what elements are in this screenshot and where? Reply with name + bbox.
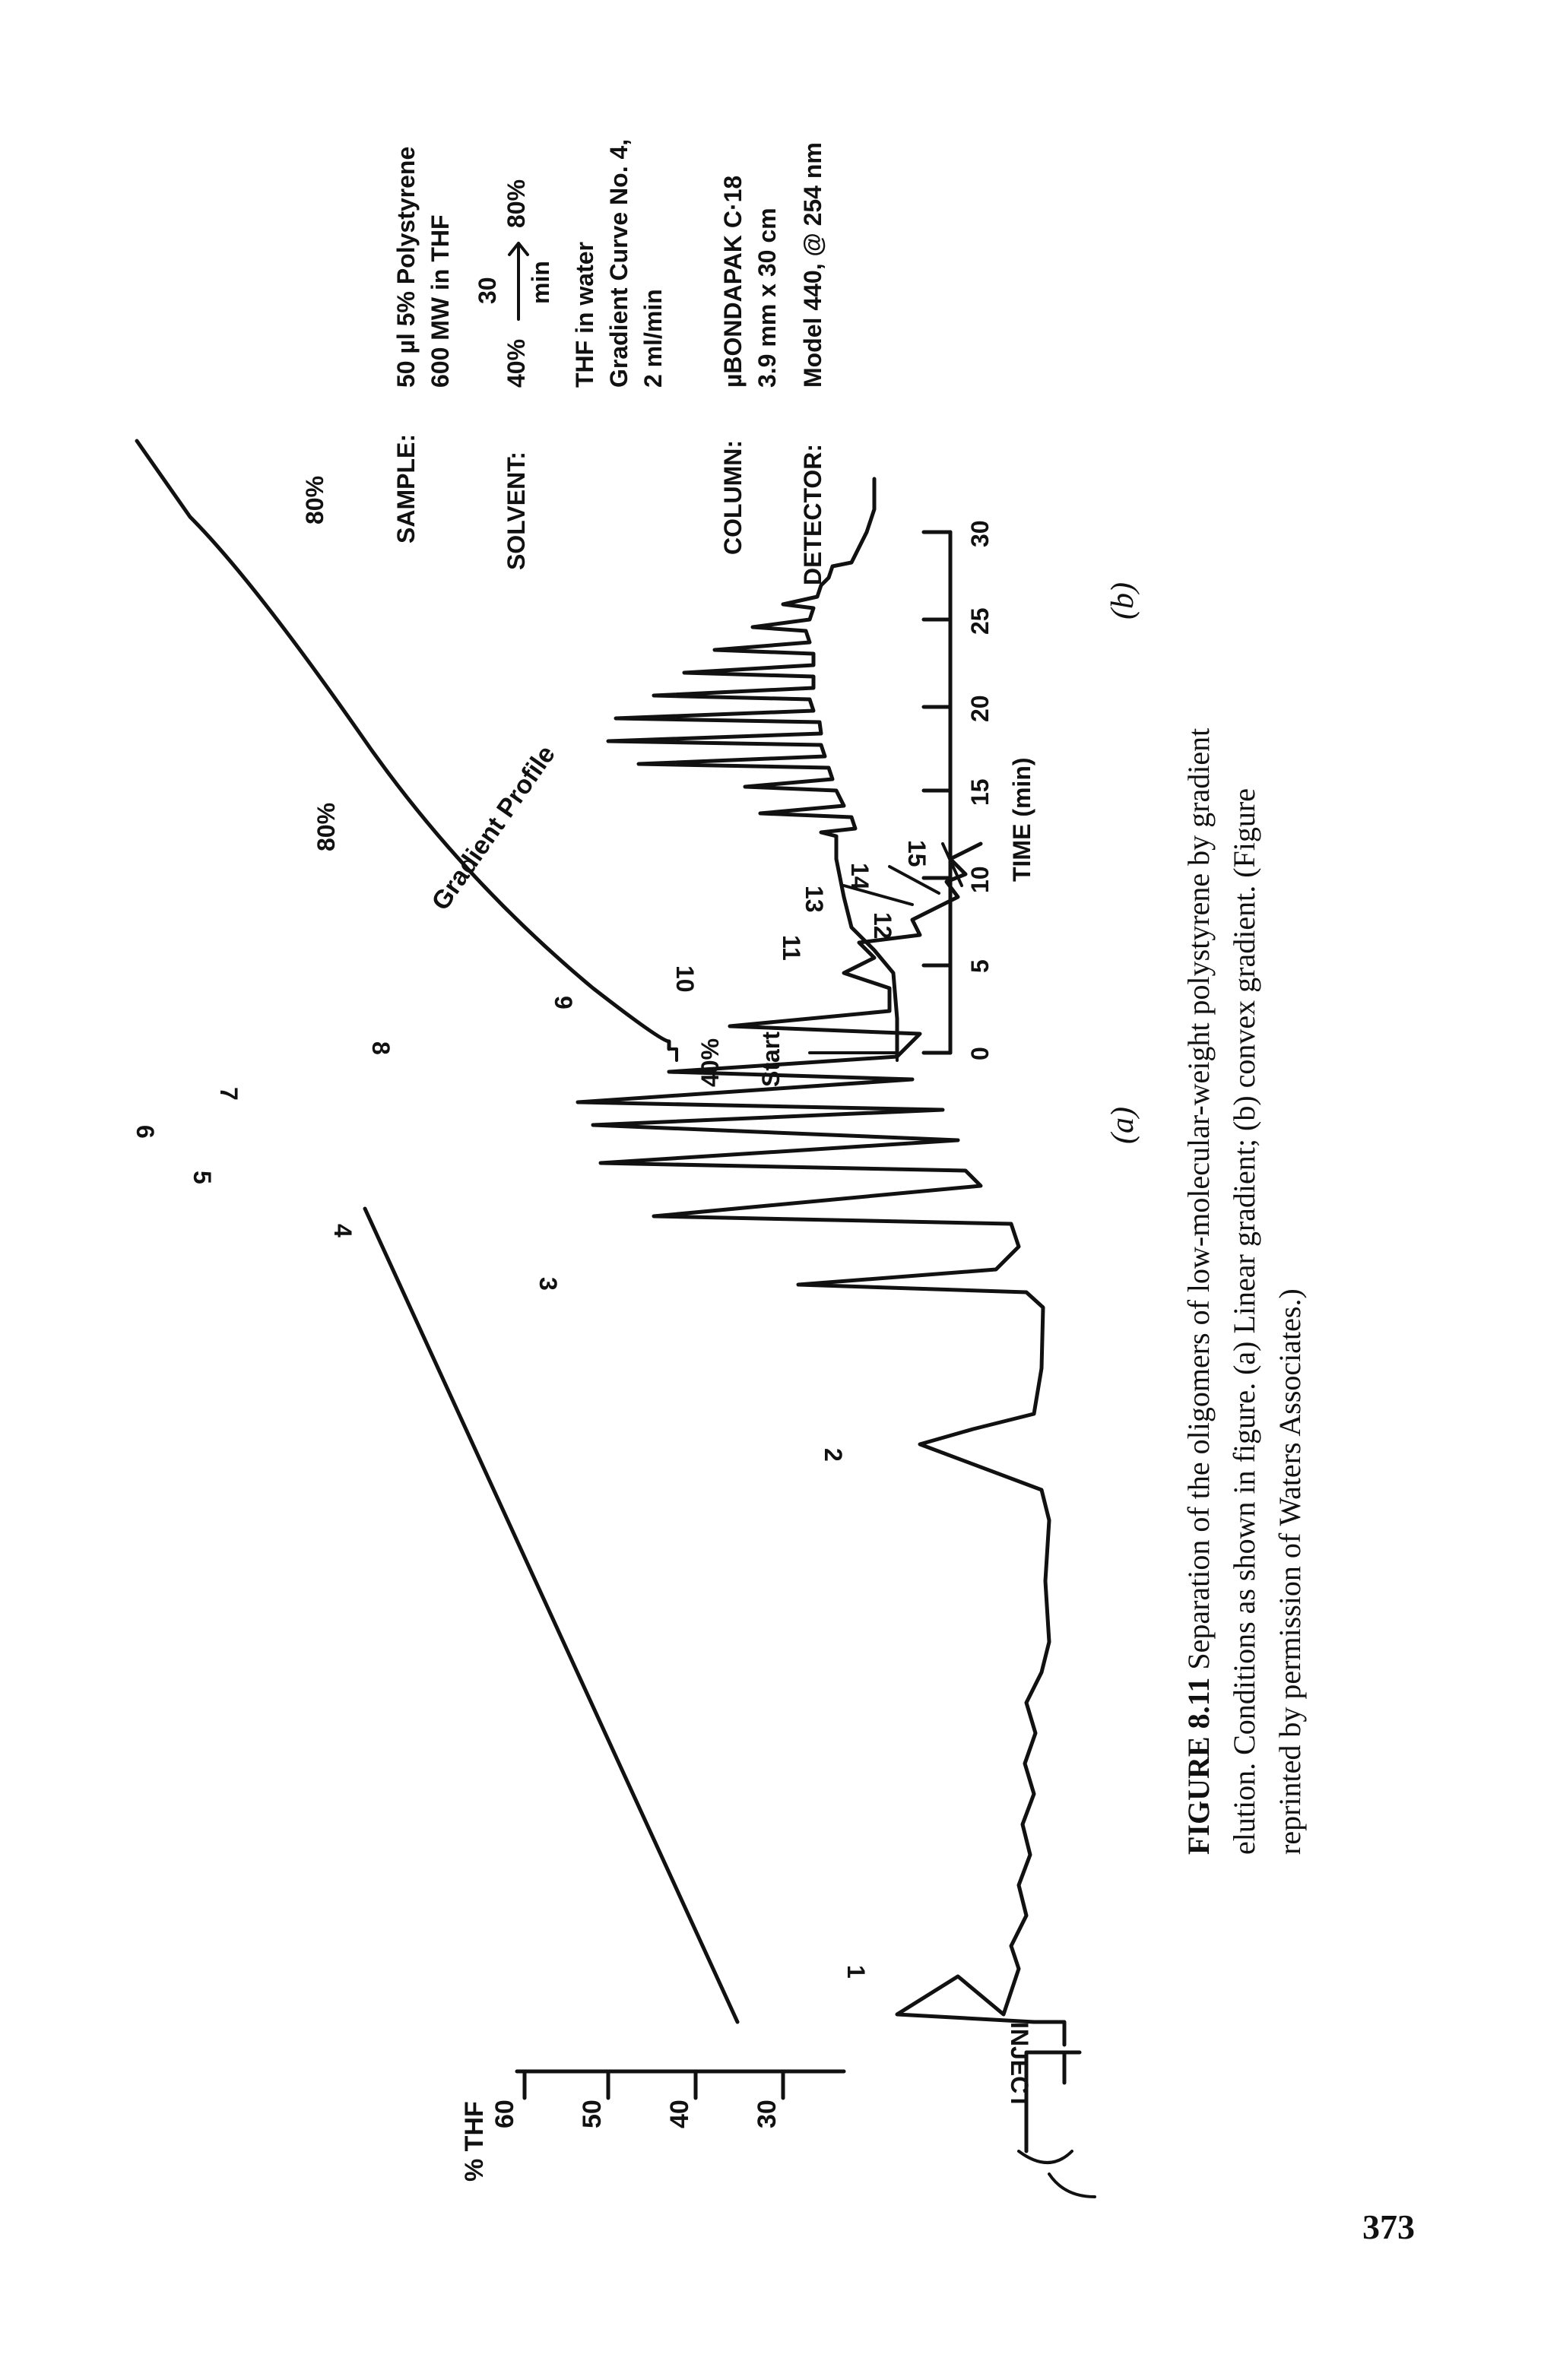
gradient-profile-label: Gradient Profile <box>426 740 561 916</box>
start-label: Start <box>757 1032 785 1087</box>
caption-line-3: reprinted by permission of Waters Associates.) <box>1273 1288 1307 1855</box>
peak-label: 12 <box>869 912 896 940</box>
peak-label: 10 <box>671 965 699 993</box>
sample-line: 50 µl 5% Polystyrene <box>392 146 420 388</box>
column-line: 3.9 mm x 30 cm <box>753 208 781 388</box>
time-tick-label: 25 <box>966 607 994 635</box>
panel-b-label: (b) <box>1105 582 1140 620</box>
solvent-arrow <box>509 243 528 319</box>
panel-a-label: (a) <box>1105 1107 1140 1144</box>
thf-axis-title: % THF <box>460 2101 489 2182</box>
time-axis-label: TIME (min) <box>1008 757 1035 882</box>
solvent-line: Gradient Curve No. 4, <box>605 138 633 388</box>
gradient-end-percent: 80% <box>312 802 340 851</box>
peak-label: 13 <box>801 886 828 913</box>
inject-label: INJECT <box>1006 2022 1033 2109</box>
figure-number: FIGURE 8.11 <box>1181 1677 1216 1855</box>
detector-label: DETECTOR: <box>799 443 826 585</box>
time-tick-label: 30 <box>966 520 994 547</box>
sample-label: SAMPLE: <box>392 434 420 544</box>
detector-line: Model 440, @ 254 nm <box>799 142 826 388</box>
peak-label: 15 <box>903 840 931 867</box>
solvent-label: SOLVENT: <box>503 452 530 570</box>
peak-label: 5 <box>189 1171 216 1184</box>
time-tick-label: 0 <box>966 1047 994 1060</box>
panel-a-chromatogram <box>132 840 1140 2197</box>
peak-label: 1 <box>842 1965 870 1979</box>
sample-line: 600 MW in THF <box>427 214 454 388</box>
peak-label: 3 <box>534 1277 562 1291</box>
time-tick-label: 5 <box>966 959 994 973</box>
peak-label: 14 <box>846 863 874 890</box>
gradient-start-percent: 40% <box>696 1038 724 1087</box>
solvent-unit: min <box>527 261 554 304</box>
thf-tick-label: 60 <box>490 2100 519 2128</box>
page-number: 373 <box>1362 2207 1415 2246</box>
time-tick-label: 20 <box>966 695 994 722</box>
caption-line-2: elution. Conditions as shown in figure. (a) Linear gradient; (b) convex gradient. (Figure <box>1227 788 1261 1855</box>
peak-label: 8 <box>367 1041 395 1055</box>
solvent-line: 2 ml/min <box>639 289 667 388</box>
time-axis <box>924 520 1035 1060</box>
peak-labels <box>132 840 962 1979</box>
solvent-time: 30 <box>474 277 501 304</box>
solvent-end: 80% <box>503 179 530 228</box>
peak-label: 7 <box>215 1087 243 1101</box>
time-tick-label: 10 <box>966 866 994 893</box>
solvent-line: THF in water <box>571 241 598 388</box>
peak-label: 4 <box>329 1224 357 1238</box>
chromatogram-trace-a <box>578 844 1064 2045</box>
column-line: µBONDAPAK C·18 <box>719 175 747 388</box>
solvent-start: 40% <box>503 338 530 388</box>
caption-text-1: Separation of the oligomers of low-molecular-weight polystyrene by gradient <box>1181 727 1216 1670</box>
peak-label: 11 <box>778 935 805 961</box>
peak-label: 2 <box>820 1448 847 1462</box>
peak-label: 6 <box>132 1125 159 1139</box>
inject-marker <box>1006 2022 1095 2197</box>
thf-tick-label: 50 <box>578 2100 607 2128</box>
peak-label: 9 <box>550 996 577 1009</box>
thf-tick-label: 30 <box>753 2100 782 2128</box>
thf-axis <box>460 2071 844 2182</box>
linear-gradient-line <box>365 1209 737 2022</box>
column-label: COLUMN: <box>719 439 747 555</box>
conditions-block <box>392 139 826 585</box>
caption-line-1 <box>1181 728 1216 1855</box>
gradient-end-percent: 80% <box>301 475 328 524</box>
figure-caption <box>1181 728 1307 1855</box>
time-tick-label: 15 <box>966 778 994 806</box>
panel-b-chromatogram <box>137 139 1140 1087</box>
thf-tick-label: 40 <box>665 2100 694 2128</box>
